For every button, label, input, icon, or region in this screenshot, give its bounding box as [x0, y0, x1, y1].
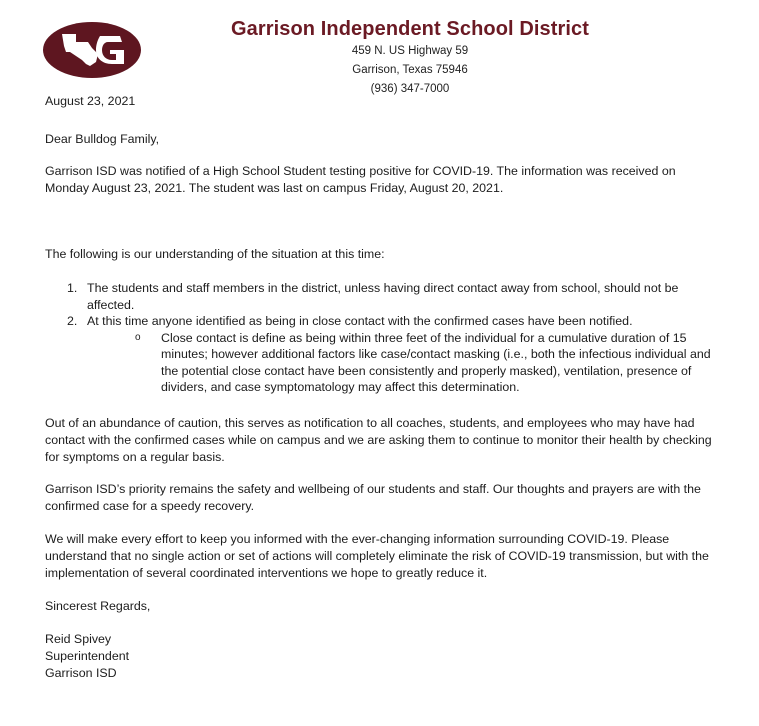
- phone-number: (936) 347-7000: [370, 83, 450, 95]
- district-logo: [42, 20, 142, 80]
- list-item-number: 1.: [67, 281, 78, 295]
- list-item: [45, 313, 715, 330]
- signer-organization: Garrison ISD: [45, 666, 117, 680]
- sub-bullet-text: Close contact is define as being within three feet of the individual for a cumulative duration of 15 minutes; however additional factors like case/contact masking (i.e., both the infectious individual and the potential close contact have been consistently and properly masked), ventilation, presence of dividers, and case symptomatology may affect this determination.: [161, 330, 711, 394]
- paragraph-notification: Garrison ISD was notified of a High School Student testing positive for COVID-19. The information was received on Monday August 23, 2021. The student was last on campus Friday, August 20, 2021.: [45, 164, 676, 195]
- numbered-list: [45, 280, 715, 396]
- signer-title: Superintendent: [45, 649, 130, 663]
- list-item: [45, 280, 715, 313]
- letter-closing: Sincerest Regards,: [45, 599, 151, 613]
- district-name: Garrison Independent School District: [230, 18, 590, 40]
- list-item-text: At this time anyone identified as being in close contact with the confirmed cases have been notified.: [87, 314, 633, 328]
- list-item-text: The students and staff members in the district, unless having direct contact away from school, should not be affected.: [87, 281, 679, 312]
- paragraph-caution: Out of an abundance of caution, this serves as notification to all coaches, students, and employees who may have had contact with the confirmed cases while on campus and we are asking them to continue to monitor their health by checking for symptoms on a regular basis.: [45, 416, 712, 464]
- sub-bullet-item: [45, 330, 715, 396]
- signer-name: Reid Spivey: [45, 632, 112, 646]
- paragraph-intro: The following is our understanding of the situation at this time:: [45, 247, 385, 261]
- letter-greeting: Dear Bulldog Family,: [45, 132, 160, 146]
- paragraph-informed: We will make every effort to keep you informed with the ever-changing information surrounding COVID-19. Please understand that no single action or set of actions will completely eliminate the risk of COVID-19 transmission, but with the implementation of several coordinated interventions we hope to greatly reduce it.: [45, 532, 709, 580]
- paragraph-priority: Garrison ISD’s priority remains the safety and wellbeing of our students and staff. Our thoughts and prayers are with the confirmed case for a speedy recovery.: [45, 482, 701, 513]
- sub-bullet-marker: o: [135, 331, 141, 343]
- address-line-1: 459 N. US Highway 59: [351, 45, 469, 57]
- address-line-2: Garrison, Texas 75946: [352, 64, 468, 76]
- letter-date: August 23, 2021: [45, 94, 136, 108]
- letterhead: [200, 16, 620, 99]
- list-item-number: 2.: [67, 314, 78, 328]
